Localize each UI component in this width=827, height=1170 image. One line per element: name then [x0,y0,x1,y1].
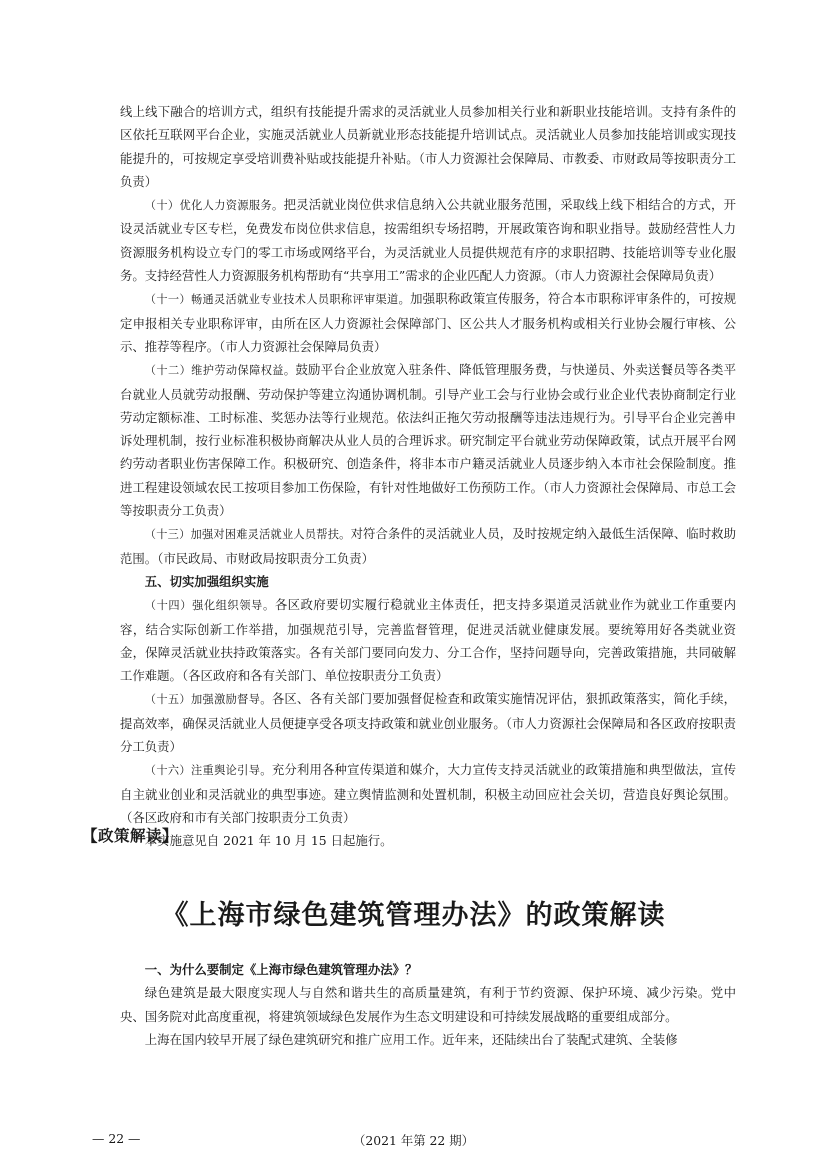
item-heading: （十二）维护劳动保障权益。 [144,364,296,378]
paragraph: 线上线下融合的培训方式，组织有技能提升需求的灵活就业人员参加相关行业和新职业技能培训。支持有条件的区依托互联网平台企业，实施灵活就业人员新就业形态技能提升培训试点。灵活就业人员参加技能培训或实现技能提升的，可按规定享受培训费补贴或技能提升补贴。（市人力资源社会保障局、市教委、市财政局等按职责分工负责） [120,104,736,189]
item-12 [120,358,736,522]
item-body: 加强职称政策宣传服务，符合本市职称评审条件的，可按规定申报相关专业职称评审，由所在区人力资源社会保障部门、区公共人才服务机构或相关行业协会履行审核、公示、推荐等程序。（市人力资源社会保障局负责） [120,291,736,354]
section-heading: 五、切实加强组织实施 [144,573,269,589]
item-heading: （十六）注重舆论引导。 [144,764,272,778]
article-body [120,958,736,1051]
upper-text-block [120,100,736,853]
item-14 [120,593,736,687]
issue-label: （2021 年第 22 期） [352,1133,475,1148]
item-heading: （十三）加强对困难灵活就业人员帮扶。 [144,528,351,542]
item-body: 对符合条件的灵活就业人员，及时按规定纳入最低生活保障、临时救助范围。（市民政局、市财政局按职责分工负责） [120,526,737,566]
item-heading: （十一）畅通灵活就业专业技术人员职称评审渠道。 [144,293,411,307]
item-body: 各区、各有关部门要加强督促检查和政策实施情况评估，狠抓政策落实，简化手续，提高效率，确保灵活就业人员便捷享受各项支持政策和就业创业服务。（市人力资源社会保障局和各区政府按职责分工负责） [120,691,736,755]
item-11 [120,287,736,358]
question-heading: 一、为什么要制定《上海市绿色建筑管理办法》？ [144,962,418,977]
item-body: 各区政府要切实履行稳就业主体责任，把支持多渠道灵活就业作为就业工作重要内容，结合实际创新工作举措，加强规范引导，完善监督管理，促进灵活就业健康发展。要统筹用好各类就业资金，保障灵活就业扶持政策落实。各有关部门要同向发力、分工合作，坚持问题导向，完善政策措施，共同破解工作难题。（各区政府和各有关部门、单位按职责分工负责） [120,597,737,684]
item-body: 把灵活就业岗位供求信息纳入公共就业服务范围，采取线上线下相结合的方式，开设灵活就业专区专栏，免费发布岗位供求信息，按需组织专场招聘，开展政策咨询和职业指导。鼓励经营性人力资源服务机构设立专门的零工市场或网络平台，为灵活就业人员提供规范有序的求职招聘、技能培训等专业化服务。支持经营性人力资源服务机构帮助有“共享用工”需求的企业匹配人力资源。（市人力资源社会保障局负责） [120,197,737,284]
item-16 [120,758,736,829]
section-tag: 【政策解读】 [82,827,179,845]
item-13 [120,522,736,570]
paragraph: 绿色建筑是最大限度实现人与自然和谐共生的高质量建筑，有利于节约资源、保护环境、减少污染。党中央、国务院对此高度重视，将建筑领域绿色发展作为生态文明建设和可持续发展战略的重要组成部分。 [120,985,736,1024]
item-heading: （十）优化人力资源服务。 [144,199,284,213]
item-heading: （十五）加强激励督导。 [144,693,272,707]
effective-date: 本实施意见自 2021 年 10 月 15 日起施行。 [144,833,393,849]
paragraph: 上海在国内较早开展了绿色建筑研究和推广应用工作。近年来，还陆续出台了装配式建筑、全装修 [144,1031,678,1047]
item-body: 鼓励平台企业放宽入驻条件、降低管理服务费，与快递员、外卖送餐员等各类平台就业人员就劳动报酬、劳动保护等建立沟通协调机制。引导产业工会与行业协会或行业企业代表协商制定行业劳动定额标准、工时标准、奖惩办法等行业规范。依法纠正拖欠劳动报酬等违法违规行为。引导平台企业完善申诉处理机制，按行业标准积极协商解决从业人员的合理诉求。研究制定平台就业劳动保障政策，试点开展平台网约劳动者职业伤害保障工作。积极研究、创造条件，将非本市户籍灵活就业人员逐步纳入本市社会保险制度。推进工程建设领域农民工按项目参加工伤保险，有针对性地做好工伤预防工作。（市人力资源社会保障局、市总工会等按职责分工负责） [120,362,737,519]
item-10 [120,193,736,287]
article-title: 《上海市绿色建筑管理办法》的政策解读 [161,900,666,931]
page-number: — 22 — [92,1131,141,1146]
item-15 [120,687,736,758]
item-heading: （十四）强化组织领导。 [144,599,275,613]
item-body: 充分利用各种宣传渠道和媒介，大力宣传支持灵活就业的政策措施和典型做法，宣传自主就业创业和灵活就业的典型事迹。建立舆情监测和处置机制，积极主动回应社会关切，营造良好舆论氛围。（各区政府和市有关部门按职责分工负责） [120,762,736,825]
